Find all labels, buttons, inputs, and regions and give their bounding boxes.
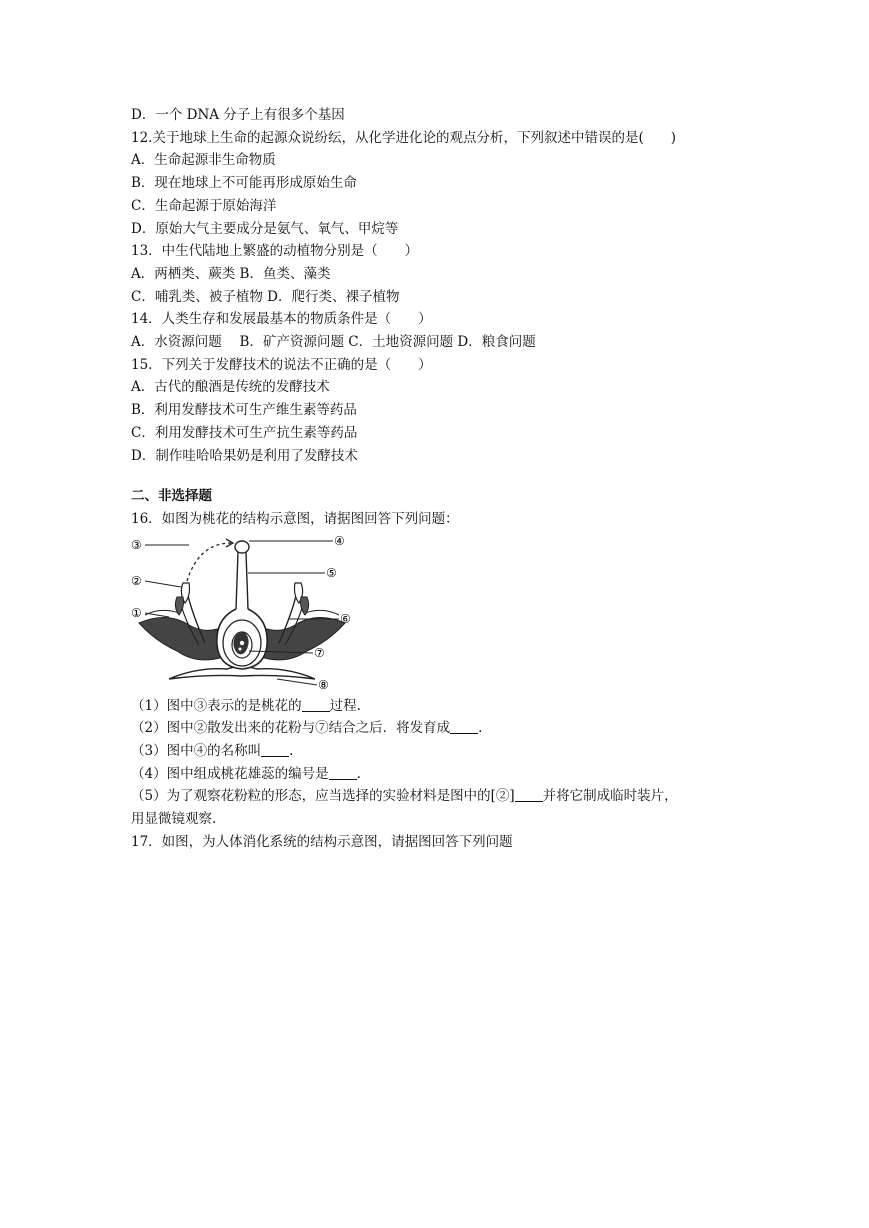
- figure-label-3: ③: [131, 537, 142, 552]
- q16-sub-3: [131, 740, 751, 763]
- q17-stem: 17．如图，为人体消化系统的结构示意图，请据图回答下列问题: [131, 833, 513, 850]
- q16-sub-4: [131, 763, 751, 786]
- q16-sub-1: [131, 695, 751, 718]
- q12-option-d: D．原始大气主要成分是氨气、氧气、甲烷等: [131, 220, 399, 237]
- q16-sub-3-text: （3）图中④的名称叫: [131, 743, 262, 760]
- answer-blank-4[interactable]: [329, 765, 357, 780]
- answer-blank-1[interactable]: [302, 697, 330, 712]
- q12-option-b: B．现在地球上不可能再形成原始生命: [131, 175, 357, 192]
- q12-option-c: C．生命起源于原始海洋: [131, 197, 277, 214]
- q12-option-a: A．生命起源非生命物质: [131, 152, 276, 169]
- q15-stem: 15．下列关于发酵技术的说法不正确的是（ ）: [131, 356, 432, 373]
- document-body: [131, 104, 751, 854]
- answer-blank-3[interactable]: [261, 742, 289, 757]
- q16-sub-2-tail: .: [478, 720, 483, 737]
- q16-sub-3-tail: .: [289, 743, 294, 760]
- figure-label-5: ⑤: [326, 565, 337, 580]
- q12-stem: 12.关于地球上生命的起源众说纷纭，从化学进化论的观点分析，下列叙述中错误的是( ): [131, 129, 677, 146]
- q13-options-ab: A．两栖类、蕨类 B．鱼类、藻类: [131, 265, 331, 282]
- q15-option-b: B．利用发酵技术可生产维生素等药品: [131, 402, 357, 419]
- q16-sub-2-text: （2）图中②散发出来的花粉与⑦结合之后．将发育成: [131, 720, 451, 737]
- q16-sub-2: [131, 717, 751, 740]
- q16-stem: 16．如图为桃花的结构示意图，请据图回答下列问题：: [131, 510, 459, 527]
- figure-label-7: ⑦: [314, 645, 325, 660]
- figure-label-1: ①: [131, 605, 142, 620]
- q13-stem: 13．中生代陆地上繁盛的动植物分别是（ ）: [131, 243, 419, 260]
- answer-blank-2[interactable]: [450, 719, 478, 734]
- q16-sub-5: [131, 785, 751, 808]
- answer-blank-5[interactable]: [515, 787, 543, 802]
- q16-sub-5-tail: 并将它制成临时装片，: [542, 788, 678, 805]
- figure-label-8: ⑧: [318, 677, 329, 692]
- figure-label-6: ⑥: [340, 611, 351, 626]
- q15-option-a: A．古代的酿酒是传统的发酵技术: [131, 379, 330, 396]
- q16-sub-5-text: （5）为了观察花粉粒的形态，应当选择的实验材料是图中的[②]: [131, 788, 515, 805]
- q16-sub-1-tail: 过程.: [329, 697, 361, 714]
- q15-option-c: C．利用发酵技术可生产抗生素等药品: [131, 424, 358, 441]
- q16-sub-1-text: （1）图中③表示的是桃花的: [131, 697, 302, 714]
- figure-label-2: ②: [131, 573, 142, 588]
- peach-flower-svg: [127, 533, 357, 693]
- q13-options-cd: C．哺乳类、被子植物 D．爬行类、裸子植物: [131, 288, 400, 305]
- q11-option-d: D．一个 DNA 分子上有很多个基因: [131, 107, 345, 123]
- section-heading: 二、非选择题: [131, 488, 212, 505]
- q14-stem: 14．人类生存和发展最基本的物质条件是（ ）: [131, 311, 432, 328]
- peach-flower-diagram: [127, 533, 357, 693]
- q14-options: A．水资源问题 B．矿产资源问题 C．土地资源问题 D．粮食问题: [131, 334, 536, 351]
- q16-sub-4-text: （4）图中组成桃花雄蕊的编号是: [131, 765, 329, 782]
- q16-sub-5-cont: 用显微镜观察.: [131, 811, 217, 828]
- q15-option-d: D．制作哇哈哈果奶是利用了发酵技术: [131, 447, 358, 464]
- figure-label-4: ④: [334, 533, 345, 548]
- q16-sub-4-tail: .: [356, 765, 361, 782]
- section-gap: [131, 467, 751, 485]
